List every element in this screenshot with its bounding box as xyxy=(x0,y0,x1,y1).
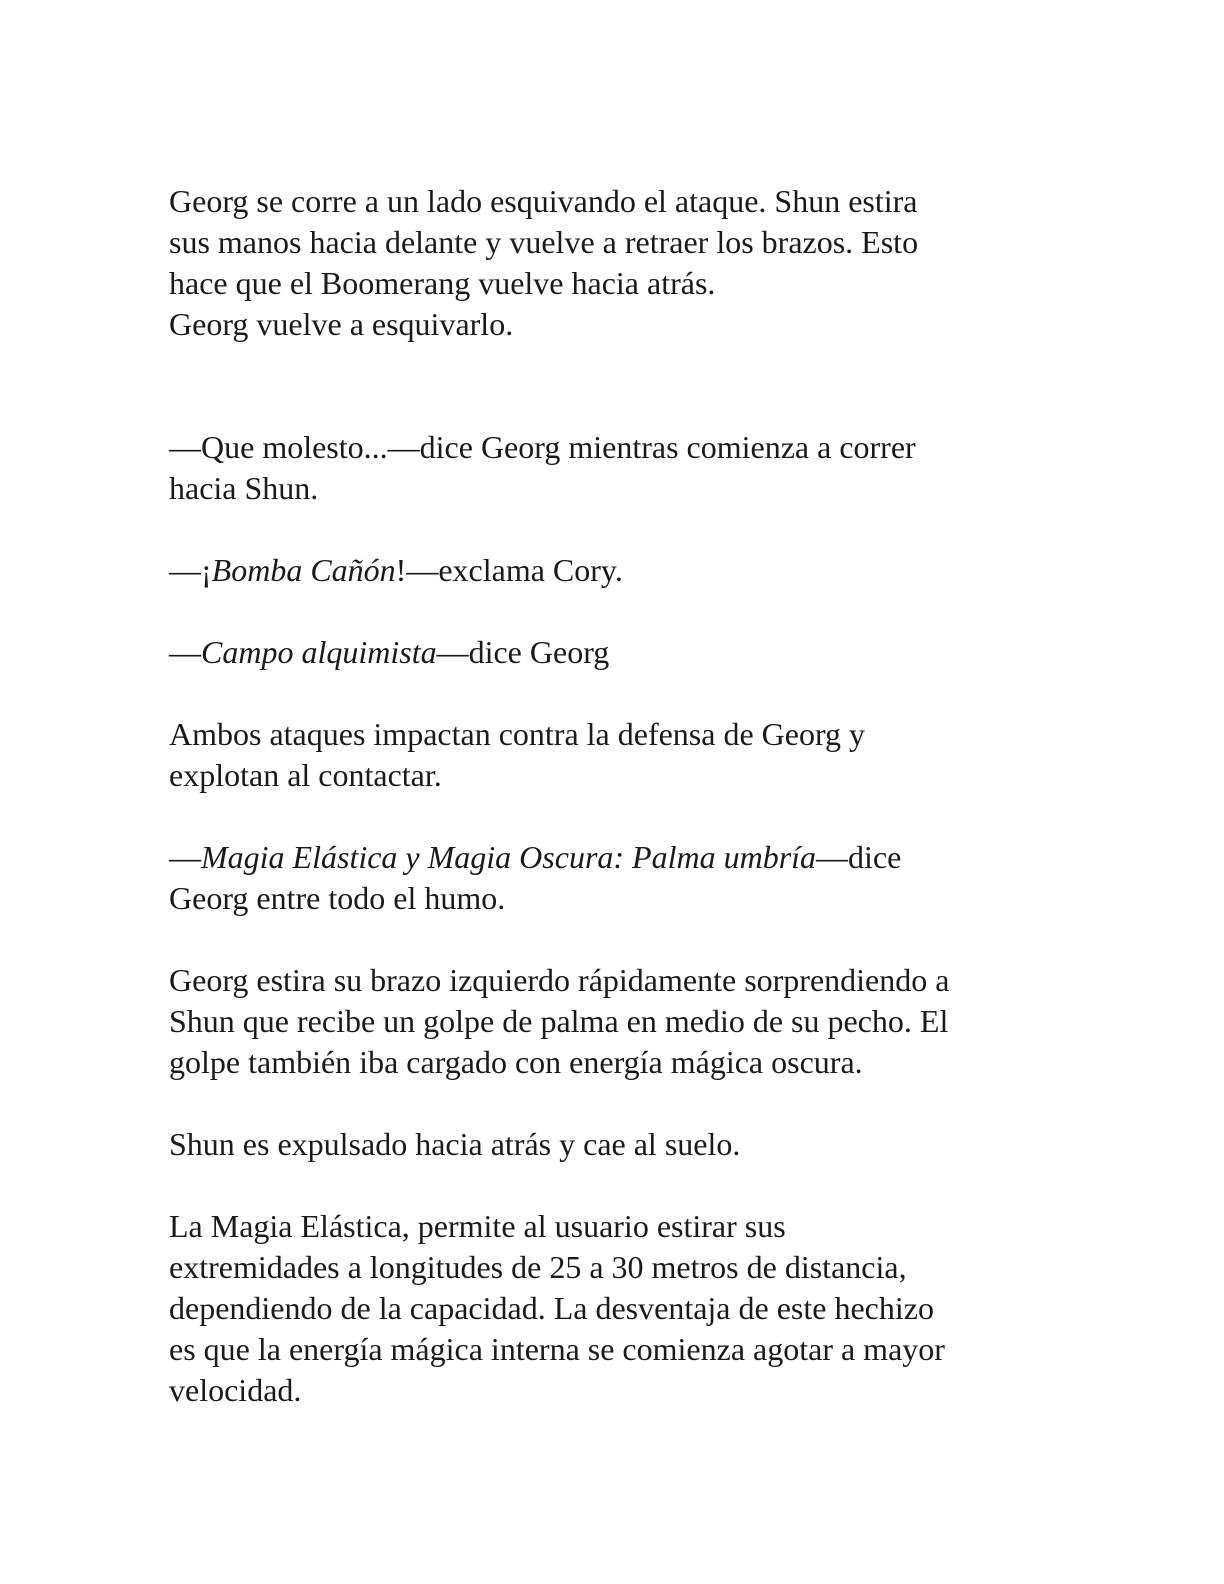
paragraph-spacer xyxy=(169,1165,1069,1206)
dialogue-tail: —dice Georg xyxy=(436,634,610,670)
paragraph-spacer xyxy=(169,796,1069,837)
spell-name: Campo alquimista xyxy=(201,634,437,670)
text-line: velocidad. xyxy=(169,1372,302,1408)
spell-name: Magia Elástica y Magia Oscura: Palma umbría xyxy=(201,839,817,875)
text-line: Georg estira su brazo izquierdo rápidamente sorprendiendo a xyxy=(169,962,950,998)
document-body xyxy=(169,181,1069,1411)
text-line xyxy=(169,550,1069,591)
text-line: Georg vuelve a esquivarlo. xyxy=(169,306,514,342)
paragraph-dialogue-molesto xyxy=(169,427,1069,509)
text-line: Georg entre todo el humo. xyxy=(169,880,506,916)
text-line: dependiendo de la capacidad. La desventaja de este hechizo xyxy=(169,1290,934,1326)
dialogue-dash: — xyxy=(169,634,201,670)
text-line: sus manos hacia delante y vuelve a retraer los brazos. Esto xyxy=(169,224,919,260)
text-line: Shun es expulsado hacia atrás y cae al suelo. xyxy=(169,1126,741,1162)
dialogue-tail: —dice xyxy=(816,839,902,875)
paragraph-dodge xyxy=(169,181,1069,345)
dialogue-dash: — xyxy=(169,839,201,875)
text-line: hacia Shun. xyxy=(169,470,319,506)
paragraph-dialogue-palma xyxy=(169,837,1069,919)
paragraph-spacer xyxy=(169,1083,1069,1124)
paragraph-dialogue-bomba xyxy=(169,550,1069,591)
paragraph-spacer xyxy=(169,509,1069,550)
text-line: La Magia Elástica, permite al usuario estirar sus xyxy=(169,1208,786,1244)
dialogue-dash: —¡ xyxy=(169,552,212,588)
text-line: Georg se corre a un lado esquivando el ataque. Shun estira xyxy=(169,183,918,219)
text-line: Shun que recibe un golpe de palma en medio de su pecho. El xyxy=(169,1003,949,1039)
paragraph-spacer xyxy=(169,345,1069,427)
paragraph-dialogue-campo xyxy=(169,632,1069,673)
paragraph-strike xyxy=(169,960,1069,1083)
text-line: golpe también iba cargado con energía mágica oscura. xyxy=(169,1044,863,1080)
paragraph-impact xyxy=(169,714,1069,796)
text-line: —Que molesto...—dice Georg mientras comienza a correr xyxy=(169,429,916,465)
text-line: hace que el Boomerang vuelve hacia atrás. xyxy=(169,265,716,301)
text-line: explotan al contactar. xyxy=(169,757,442,793)
paragraph-fall xyxy=(169,1124,1069,1165)
paragraph-magic-explanation xyxy=(169,1206,1069,1411)
paragraph-spacer xyxy=(169,919,1069,960)
text-line xyxy=(169,837,1069,878)
paragraph-spacer xyxy=(169,673,1069,714)
spell-name: Bomba Cañón xyxy=(211,552,396,588)
paragraph-spacer xyxy=(169,591,1069,632)
text-line: Ambos ataques impactan contra la defensa de Georg y xyxy=(169,716,866,752)
text-line xyxy=(169,632,1069,673)
text-line: es que la energía mágica interna se comienza agotar a mayor xyxy=(169,1331,945,1367)
text-line: extremidades a longitudes de 25 a 30 metros de distancia, xyxy=(169,1249,907,1285)
dialogue-tail: !—exclama Cory. xyxy=(395,552,623,588)
